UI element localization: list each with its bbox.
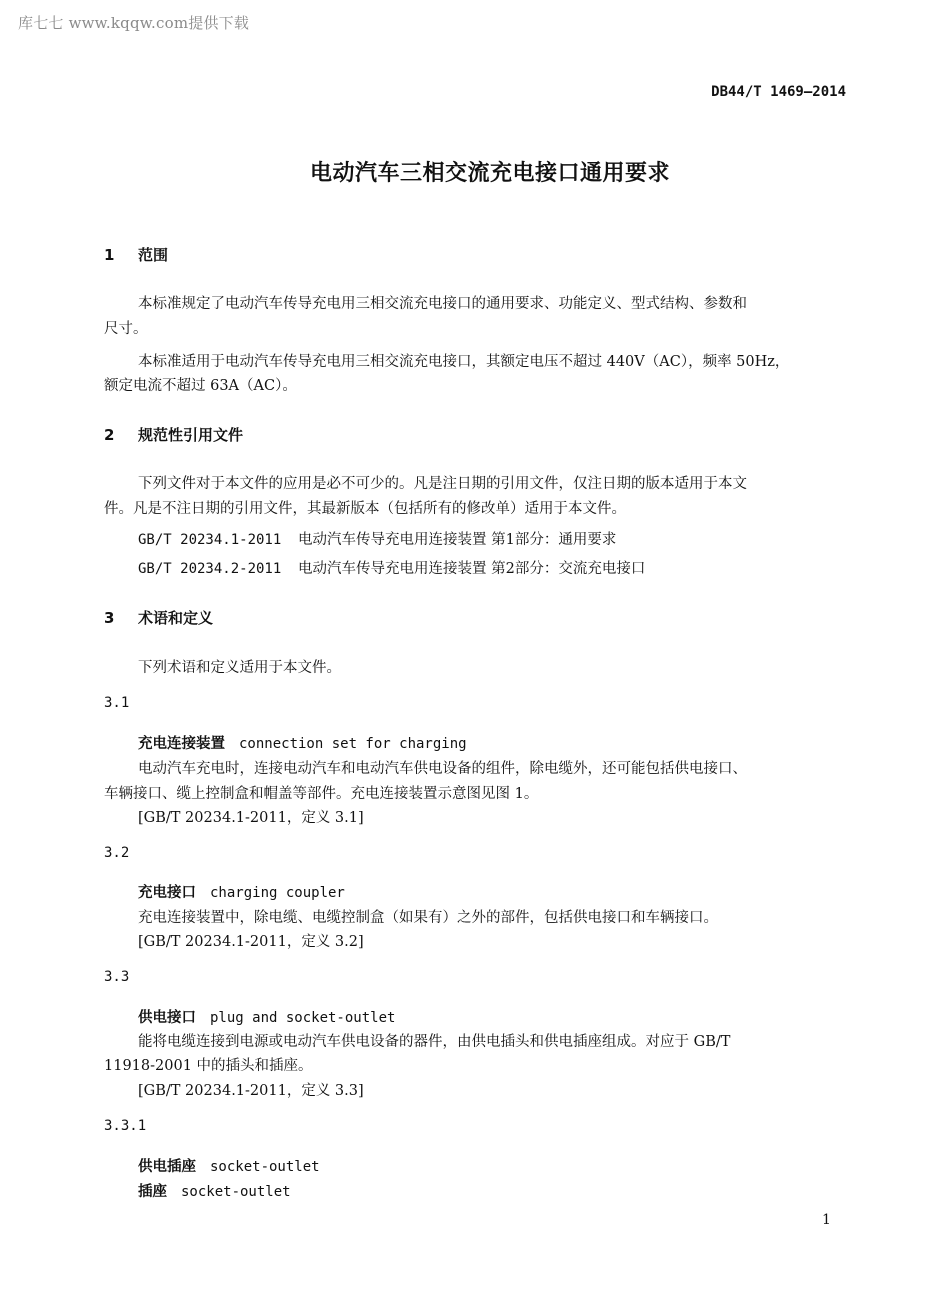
paragraph-line: 额定电流不超过 63A（AC）。	[104, 378, 297, 394]
term-entry	[138, 1006, 395, 1027]
normative-reference	[138, 557, 645, 578]
term-entry	[138, 1155, 320, 1176]
term-number: 3.3.1	[104, 1118, 147, 1134]
normative-reference	[138, 528, 616, 549]
term-zh: 供电插座	[138, 1159, 196, 1175]
term-number: 3.3	[104, 969, 130, 985]
paragraph-line: 尺寸。	[104, 321, 148, 337]
document-title: 电动汽车三相交流充电接口通用要求	[309, 161, 670, 186]
definition-line: 充电连接装置中，除电缆、电缆控制盒（如果有）之外的部件，包括供电接口和车辆接口。	[138, 910, 718, 926]
reference-title: 电动汽车传导充电用连接装置 第2部分：交流充电接口	[298, 561, 646, 577]
term-en: socket-outlet	[181, 1184, 291, 1200]
definition-line: 电动汽车充电时，连接电动汽车和电动汽车供电设备的组件，除电缆外，还可能包括供电接口、	[138, 761, 747, 777]
term-en: charging coupler	[210, 885, 345, 901]
definition-source: [GB/T 20234.1-2011，定义 3.2]	[138, 934, 364, 950]
definition-source: [GB/T 20234.1-2011，定义 3.3]	[138, 1083, 364, 1099]
section-title: 术语和定义	[138, 609, 214, 627]
term-zh: 插座	[138, 1184, 167, 1200]
section-title: 范围	[138, 246, 169, 264]
definition-line: 能将电缆连接到电源或电动汽车供电设备的器件，由供电插头和供电插座组成。对应于 GB/T	[138, 1034, 731, 1050]
term-zh: 供电接口	[138, 1010, 196, 1026]
term-entry	[138, 881, 345, 902]
section-number: 2	[104, 426, 115, 444]
term-entry-synonym	[138, 1180, 291, 1201]
term-zh: 充电接口	[138, 885, 196, 901]
page-number: 1	[822, 1212, 831, 1228]
paragraph-line: 本标准适用于电动汽车传导充电用三相交流充电接口，其额定电压不超过 440V（AC），频率 50Hz，	[138, 354, 790, 370]
paragraph-line: 件。凡是不注日期的引用文件，其最新版本（包括所有的修改单）适用于本文件。	[104, 501, 626, 517]
paragraph-line: 下列文件对于本文件的应用是必不可少的。凡是注日期的引用文件，仅注日期的版本适用于本文	[138, 476, 747, 492]
definition-line: 11918-2001 中的插头和插座。	[104, 1058, 313, 1074]
definition-line: 车辆接口、缆上控制盒和帽盖等部件。充电连接装置示意图见图 1。	[104, 786, 539, 802]
term-zh: 充电连接装置	[138, 736, 225, 752]
section-title: 规范性引用文件	[138, 426, 244, 444]
paragraph-line: 下列术语和定义适用于本文件。	[138, 660, 341, 676]
section-2-heading	[104, 424, 243, 445]
term-en: plug and socket-outlet	[210, 1010, 396, 1026]
term-en: socket-outlet	[210, 1159, 320, 1175]
watermark: 库七七 www.kqqw.com提供下载	[18, 14, 250, 32]
reference-code: GB/T 20234.2-2011	[138, 561, 282, 577]
section-number: 3	[104, 609, 115, 627]
term-en: connection set for charging	[239, 736, 467, 752]
reference-title: 电动汽车传导充电用连接装置 第1部分：通用要求	[298, 532, 617, 548]
document-number: DB44/T 1469—2014	[711, 84, 846, 100]
section-3-heading	[104, 607, 213, 628]
definition-source: [GB/T 20234.1-2011，定义 3.1]	[138, 810, 364, 826]
term-number: 3.1	[104, 695, 130, 711]
section-number: 1	[104, 246, 115, 264]
paragraph-line: 本标准规定了电动汽车传导充电用三相交流充电接口的通用要求、功能定义、型式结构、参数和	[138, 296, 747, 312]
term-number: 3.2	[104, 845, 130, 861]
term-entry	[138, 732, 467, 753]
section-1-heading	[104, 244, 168, 265]
reference-code: GB/T 20234.1-2011	[138, 532, 282, 548]
